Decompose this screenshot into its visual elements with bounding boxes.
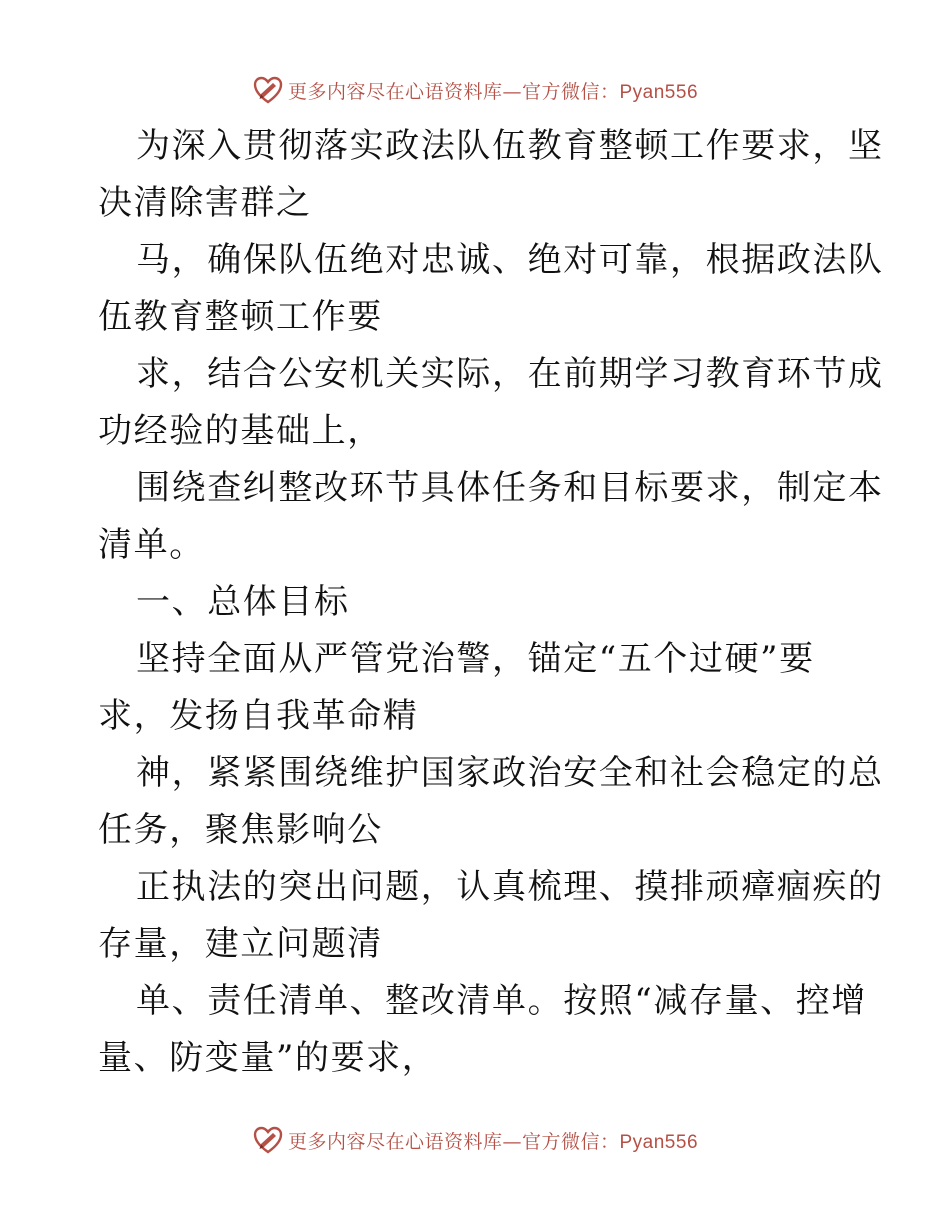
text-line: 存量，建立问题清	[98, 924, 383, 964]
footer-watermark-banner	[0, 1120, 950, 1160]
heart-pen-logo-icon	[252, 1124, 284, 1156]
text-line: 马，确保队伍绝对忠诚、绝对可靠，根据政法队	[136, 240, 884, 280]
section-heading: 一、总体目标	[136, 582, 350, 622]
header-watermark-banner	[0, 70, 950, 110]
text-line: 清单。	[98, 525, 205, 565]
text-line: 正执法的突出问题，认真梳理、摸排顽瘴痼疾的	[136, 867, 884, 907]
text-line: 单、责任清单、整改清单。按照“减存量、控增	[136, 981, 867, 1021]
text-line: 神，紧紧围绕维护国家政治安全和社会稳定的总	[136, 753, 884, 793]
text-line: 围绕查纠整改环节具体任务和目标要求，制定本	[136, 468, 884, 508]
header-banner-text: 更多内容尽在心语资料库—官方微信：Pyan556	[287, 80, 699, 103]
text-line: 任务，聚焦影响公	[98, 810, 383, 850]
text-line: 量、防变量”的要求，	[98, 1038, 438, 1078]
text-line: 求，发扬自我革命精	[98, 696, 419, 736]
text-line: 为深入贯彻落实政法队伍教育整顿工作要求，坚	[136, 126, 884, 166]
document-body	[98, 118, 884, 1087]
text-line: 伍教育整顿工作要	[98, 297, 383, 337]
text-line: 求，结合公安机关实际，在前期学习教育环节成	[136, 354, 884, 394]
text-line: 功经验的基础上，	[98, 411, 383, 451]
text-line: 决清除害群之	[98, 183, 312, 223]
heart-pen-logo-icon	[252, 74, 284, 106]
text-line: 坚持全面从严管党治警，锚定“五个过硬”要	[136, 639, 815, 679]
footer-banner-text: 更多内容尽在心语资料库—官方微信：Pyan556	[287, 1130, 699, 1153]
